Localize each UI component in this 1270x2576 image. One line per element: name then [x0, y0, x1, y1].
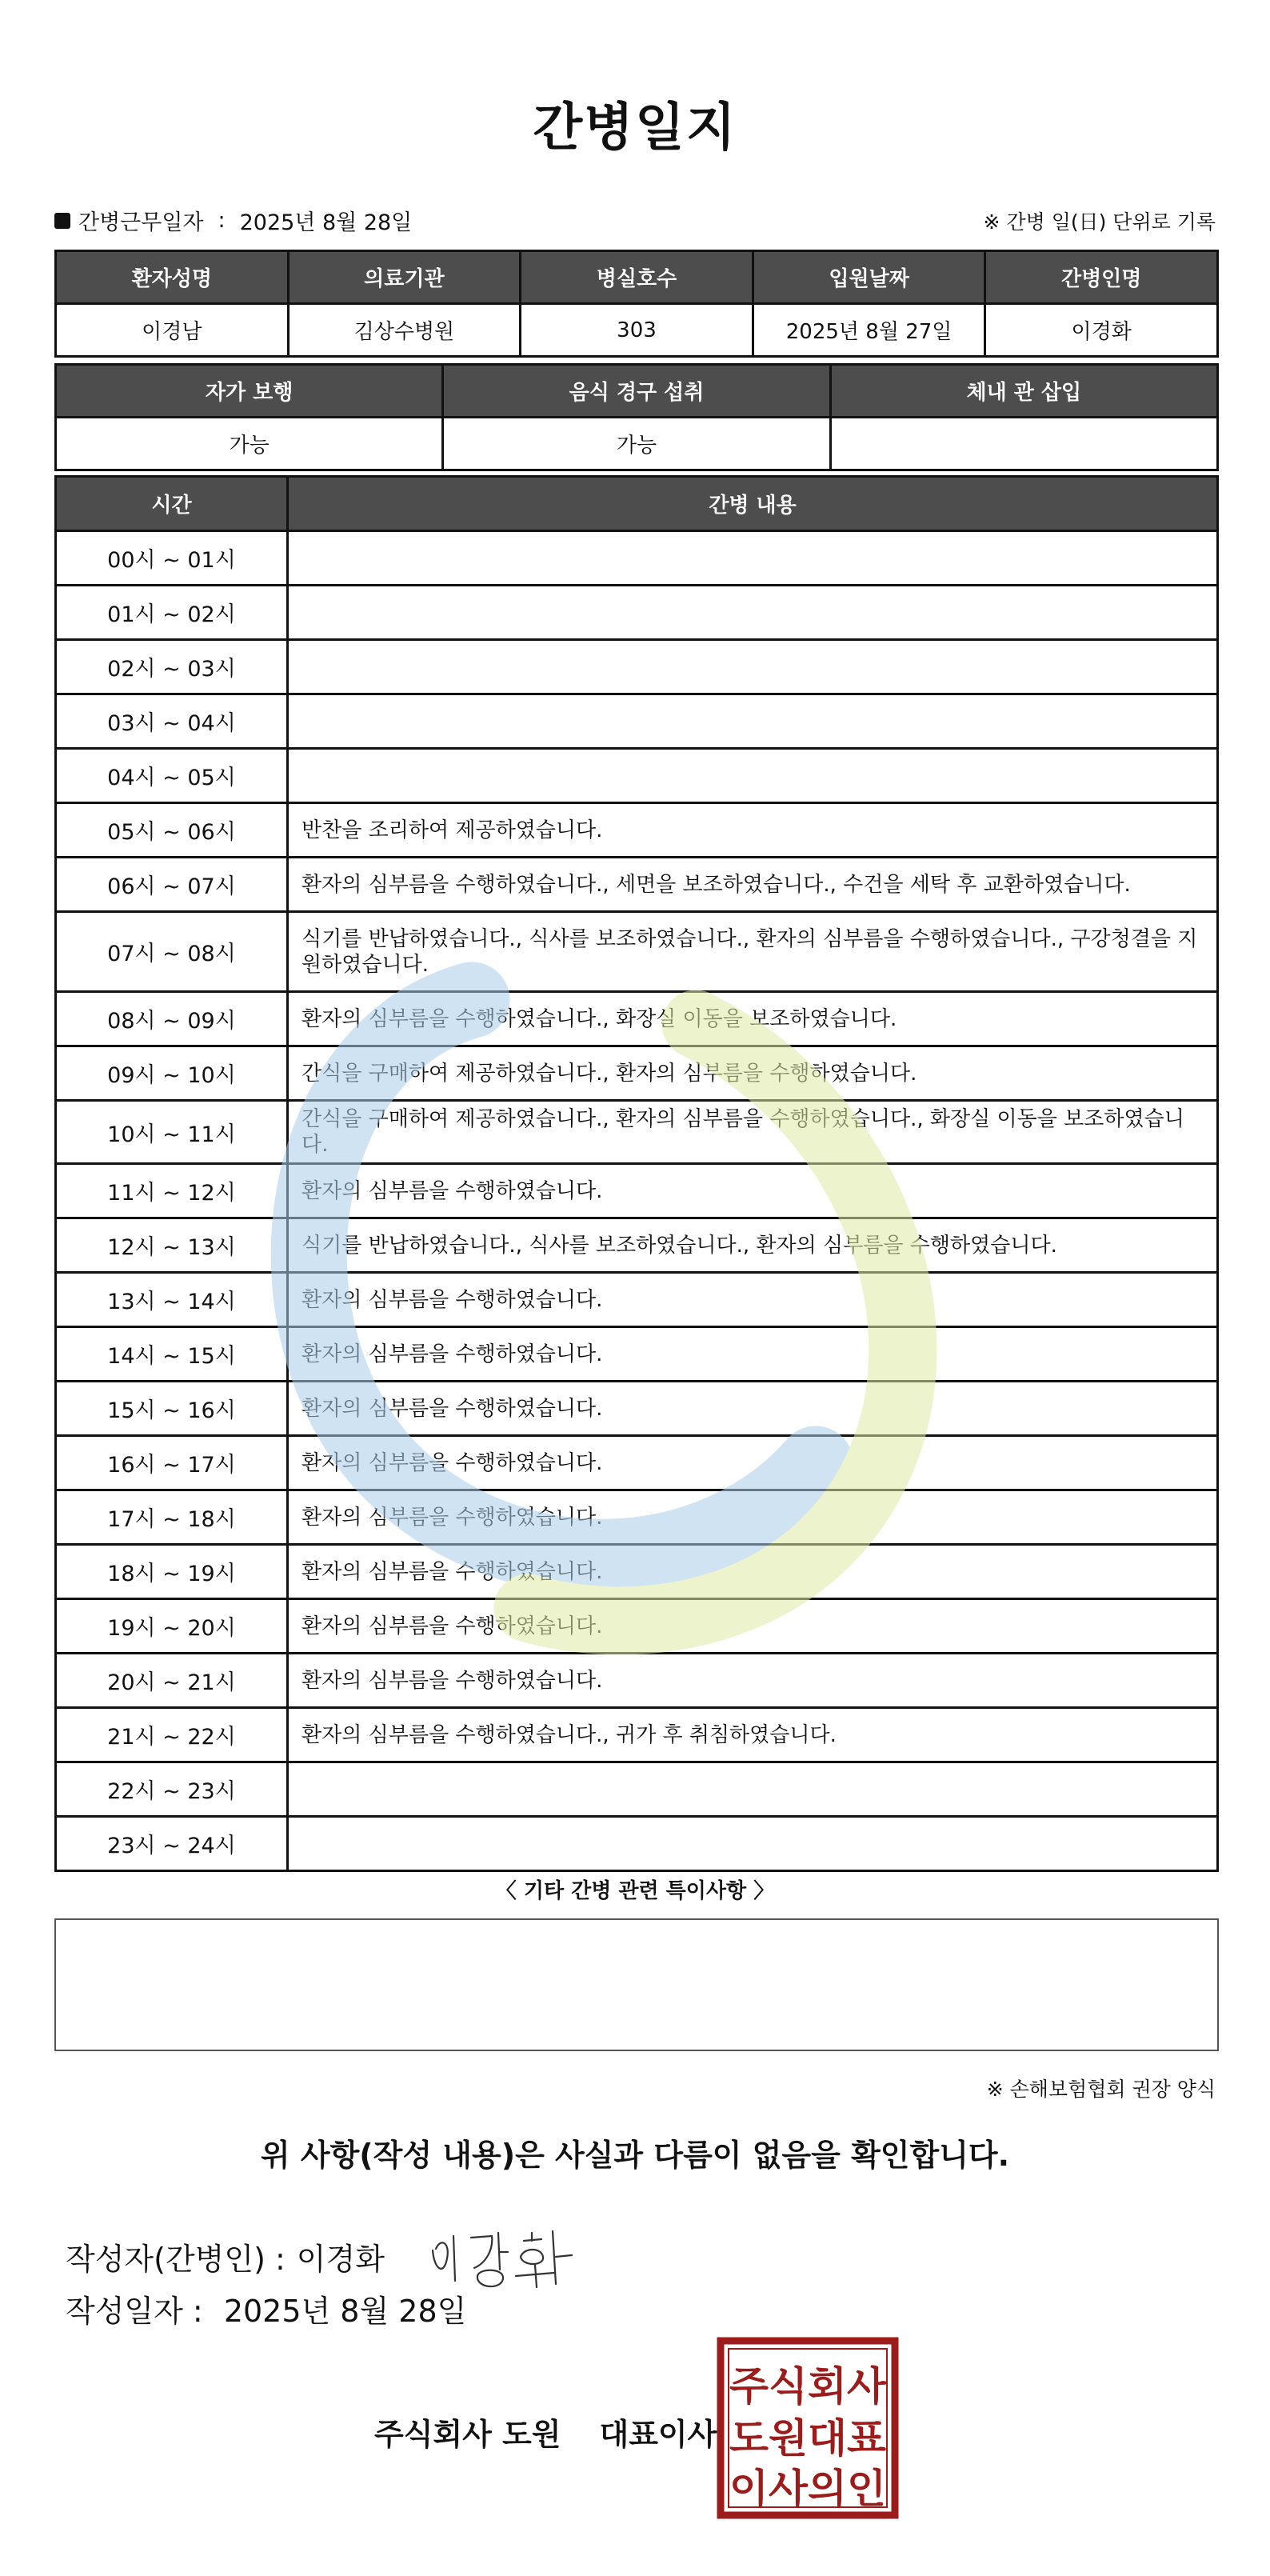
work-date-line [54, 205, 412, 236]
table-row [56, 1273, 1218, 1327]
time-cell: 01시 ~ 02시 [56, 586, 288, 640]
patient-ability-table [54, 363, 1219, 471]
care-content-cell: 간식을 구매하여 제공하였습니다., 환자의 심부름을 수행하였습니다. [288, 1046, 1218, 1101]
table-row [56, 1164, 1218, 1218]
table-row [56, 1490, 1218, 1545]
table-row [56, 531, 1218, 586]
care-content-cell: 환자의 심부름을 수행하였습니다., 귀가 후 취침하였습니다. [288, 1708, 1218, 1762]
care-content-cell: 간식을 구매하여 제공하였습니다., 환자의 심부름을 수행하였습니다., 화장실 이동을 보조하였습니다. [288, 1101, 1218, 1164]
bullet-square-icon [54, 213, 70, 229]
time-cell: 23시 ~ 24시 [56, 1817, 288, 1871]
care-content-cell: 환자의 심부름을 수행하였습니다., 세면을 보조하였습니다., 수건을 세탁 후 교환하였습니다. [288, 858, 1218, 912]
writer-name: 이경화 [296, 2241, 385, 2277]
care-content-cell [288, 749, 1218, 803]
table-row [56, 858, 1218, 912]
special-notes-title: 〈 기타 간병 관련 특이사항 〉 [495, 1879, 775, 1903]
work-date-separator: : [218, 208, 226, 233]
care-content-cell [288, 531, 1218, 586]
table-row [56, 1218, 1218, 1273]
self-walking-value: 가능 [56, 418, 443, 470]
care-content-cell: 환자의 심부름을 수행하였습니다. [288, 1436, 1218, 1490]
table-row [56, 640, 1218, 694]
table-row [56, 1545, 1218, 1599]
table-row [56, 1708, 1218, 1762]
time-cell: 11시 ~ 12시 [56, 1164, 288, 1218]
table-row [56, 803, 1218, 858]
table-row [56, 912, 1218, 992]
care-content-cell [288, 694, 1218, 749]
work-date-value: 2025년 8월 28일 [239, 210, 413, 235]
table-row [56, 1436, 1218, 1490]
time-cell: 16시 ~ 17시 [56, 1436, 288, 1490]
header-admission-date: 입원날짜 [753, 251, 985, 304]
care-content-cell: 환자의 심부름을 수행하였습니다., 화장실 이동을 보조하였습니다. [288, 992, 1218, 1046]
care-content-cell: 식기를 반납하였습니다., 식사를 보조하였습니다., 환자의 심부름을 수행하였습니다. [288, 1218, 1218, 1273]
svg-text:주식회사: 주식회사 [729, 2363, 887, 2410]
header-caregiver-name: 간병인명 [985, 251, 1218, 304]
table-row [56, 1046, 1218, 1101]
care-content-cell: 환자의 심부름을 수행하였습니다. [288, 1273, 1218, 1327]
patient-name-value: 이경남 [56, 304, 289, 357]
time-cell: 02시 ~ 03시 [56, 640, 288, 694]
header-hospital: 의료기관 [288, 251, 521, 304]
writer-line [66, 2220, 586, 2292]
svg-text:도원대표: 도원대표 [729, 2415, 887, 2462]
header-oral-intake: 음식 경구 섭취 [443, 365, 830, 418]
room-number-value: 303 [521, 304, 753, 357]
company-seal-stamp [716, 2336, 900, 2520]
care-content-cell [288, 586, 1218, 640]
table-row [56, 1599, 1218, 1654]
table-row [56, 1382, 1218, 1436]
special-notes-box [54, 1918, 1219, 2051]
time-cell: 04시 ~ 05시 [56, 749, 288, 803]
table-row [56, 749, 1218, 803]
care-content-cell: 환자의 심부름을 수행하였습니다. [288, 1599, 1218, 1654]
work-date-label: 간병근무일자 [78, 210, 204, 235]
time-cell: 09시 ~ 10시 [56, 1046, 288, 1101]
table-row [56, 992, 1218, 1046]
time-cell: 15시 ~ 16시 [56, 1382, 288, 1436]
table-row [56, 1327, 1218, 1382]
writer-label: 작성자(간병인) : [66, 2241, 286, 2277]
time-cell: 03시 ~ 04시 [56, 694, 288, 749]
confirmation-statement: 위 사항(작성 내용)은 사실과 다름이 없음을 확인합니다. [260, 2138, 1010, 2173]
hospital-value: 김상수병원 [288, 304, 521, 357]
care-content-cell: 식기를 반납하였습니다., 식사를 보조하였습니다., 환자의 심부름을 수행하였습니다., 구강청결을 지원하였습니다. [288, 912, 1218, 992]
header-patient-name: 환자성명 [56, 251, 289, 304]
patient-info-table [54, 250, 1219, 358]
time-cell: 20시 ~ 21시 [56, 1654, 288, 1708]
hourly-care-log-table [54, 475, 1219, 1872]
time-cell: 17시 ~ 18시 [56, 1490, 288, 1545]
oral-intake-value: 가능 [443, 418, 830, 470]
page-title: 간병일지 [533, 98, 737, 158]
header-tube-insertion: 체내 관 삽입 [830, 365, 1217, 418]
written-date-value: 2025년 8월 28일 [223, 2294, 467, 2329]
care-content-cell: 환자의 심부름을 수행하였습니다. [288, 1490, 1218, 1545]
care-log-header-row [56, 477, 1218, 531]
representative-title: 대표이사 [599, 2417, 717, 2452]
svg-text:이사의인: 이사의인 [729, 2466, 886, 2512]
time-cell: 22시 ~ 23시 [56, 1762, 288, 1817]
time-cell: 13시 ~ 14시 [56, 1273, 288, 1327]
company-signature-line [374, 2410, 717, 2454]
patient-info-header-row [56, 251, 1218, 304]
record-note: ※ 간병 일(日) 단위로 기록 [983, 210, 1216, 234]
time-cell: 00시 ~ 01시 [56, 531, 288, 586]
time-cell: 06시 ~ 07시 [56, 858, 288, 912]
table-row [56, 694, 1218, 749]
tube-insertion-value [830, 418, 1217, 470]
time-cell: 18시 ~ 19시 [56, 1545, 288, 1599]
care-content-cell: 환자의 심부름을 수행하였습니다. [288, 1654, 1218, 1708]
header-time: 시간 [56, 477, 288, 531]
time-cell: 10시 ~ 11시 [56, 1101, 288, 1164]
company-name: 주식회사 도원 [374, 2417, 561, 2452]
time-cell: 12시 ~ 13시 [56, 1218, 288, 1273]
care-content-cell: 환자의 심부름을 수행하였습니다. [288, 1545, 1218, 1599]
written-date-line [66, 2286, 484, 2330]
care-content-cell: 환자의 심부름을 수행하였습니다. [288, 1327, 1218, 1382]
ability-value-row [56, 418, 1218, 470]
time-cell: 08시 ~ 09시 [56, 992, 288, 1046]
handwritten-signature [426, 2220, 586, 2292]
written-date-label: 작성일자 : [66, 2294, 203, 2329]
care-content-cell [288, 1762, 1218, 1817]
table-row [56, 1101, 1218, 1164]
table-row [56, 1654, 1218, 1708]
table-row [56, 1762, 1218, 1817]
admission-date-value: 2025년 8월 27일 [753, 304, 985, 357]
time-cell: 14시 ~ 15시 [56, 1327, 288, 1382]
caregiver-name-value: 이경화 [985, 304, 1218, 357]
ability-header-row [56, 365, 1218, 418]
care-content-cell [288, 1817, 1218, 1871]
care-content-cell: 환자의 심부름을 수행하였습니다. [288, 1382, 1218, 1436]
care-content-cell: 반찬을 조리하여 제공하였습니다. [288, 803, 1218, 858]
time-cell: 07시 ~ 08시 [56, 912, 288, 992]
care-content-cell [288, 640, 1218, 694]
time-cell: 21시 ~ 22시 [56, 1708, 288, 1762]
patient-info-value-row [56, 304, 1218, 357]
form-source-note: ※ 손해보험협회 권장 양식 [986, 2078, 1216, 2101]
table-row [56, 1817, 1218, 1871]
time-cell: 19시 ~ 20시 [56, 1599, 288, 1654]
header-room-number: 병실호수 [521, 251, 753, 304]
header-self-walking: 자가 보행 [56, 365, 443, 418]
header-care-content: 간병 내용 [288, 477, 1218, 531]
table-row [56, 586, 1218, 640]
time-cell: 05시 ~ 06시 [56, 803, 288, 858]
care-content-cell: 환자의 심부름을 수행하였습니다. [288, 1164, 1218, 1218]
